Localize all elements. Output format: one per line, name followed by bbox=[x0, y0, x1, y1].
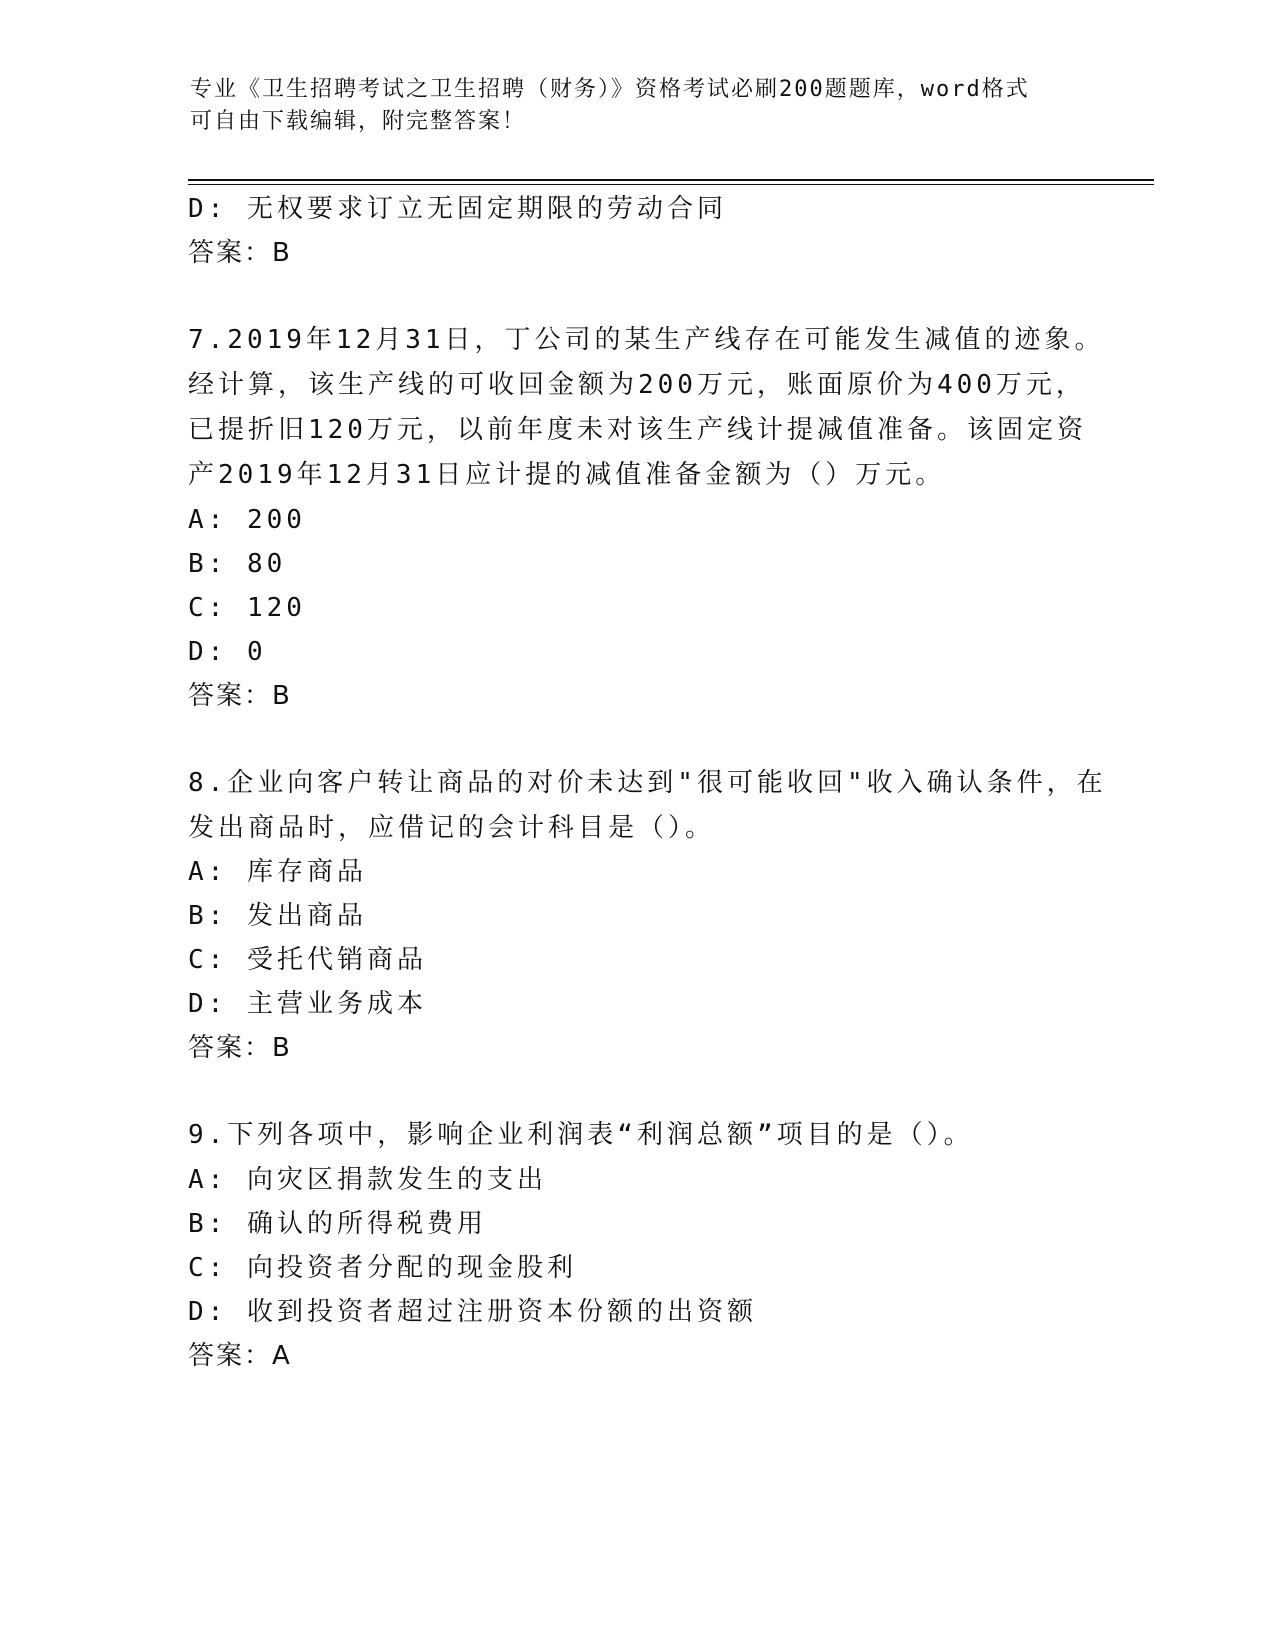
option-a: A: 200 bbox=[188, 505, 306, 535]
header-line-1: 专业《卫生招聘考试之卫生招聘（财务）》资格考试必刷200题题库，word格式 bbox=[190, 77, 1030, 102]
option-b: B: 80 bbox=[188, 549, 287, 579]
answer: 答案：B bbox=[188, 681, 292, 711]
option-d: D: 收到投资者超过注册资本份额的出资额 bbox=[188, 1297, 757, 1327]
question-text-line: 产2019年12月31日应计提的减值准备金额为（）万元。 bbox=[188, 460, 946, 490]
option-b: B: 发出商品 bbox=[188, 901, 367, 931]
prev-answer: 答案：B bbox=[188, 238, 292, 268]
answer: 答案：B bbox=[188, 1033, 292, 1063]
question-text-line: 7.2019年12月31日，丁公司的某生产线存在可能发生减值的迹象。 bbox=[188, 325, 1105, 355]
option-a: A: 库存商品 bbox=[188, 857, 367, 887]
option-a: A: 向灾区捐款发生的支出 bbox=[188, 1165, 547, 1195]
question-text-line: 已提折旧120万元，以前年度未对该生产线计提减值准备。该固定资 bbox=[188, 415, 1087, 445]
document-header bbox=[190, 74, 1070, 138]
option-d: D: 0 bbox=[188, 637, 267, 667]
question-text-line: 经计算，该生产线的可收回金额为200万元，账面原价为400万元， bbox=[188, 370, 1086, 400]
option-b: B: 确认的所得税费用 bbox=[188, 1209, 487, 1239]
header-divider-thin bbox=[188, 184, 1154, 185]
question-text-line: 发出商品时，应借记的会计科目是（）。 bbox=[188, 813, 716, 843]
option-c: C: 120 bbox=[188, 593, 306, 623]
question-text-line: 8.企业向客户转让商品的对价未达到"很可能收回"收入确认条件，在 bbox=[188, 768, 1107, 798]
answer: 答案：A bbox=[188, 1341, 292, 1371]
question-text-line: 9.下列各项中，影响企业利润表“利润总额”项目的是（）。 bbox=[188, 1120, 974, 1150]
header-divider bbox=[188, 179, 1154, 181]
option-d: D: 主营业务成本 bbox=[188, 989, 427, 1019]
header-line-2: 可自由下载编辑，附完整答案！ bbox=[190, 109, 527, 134]
option-c: C: 向投资者分配的现金股利 bbox=[188, 1253, 577, 1283]
prev-option-d: D: 无权要求订立无固定期限的劳动合同 bbox=[188, 194, 727, 224]
option-c: C: 受托代销商品 bbox=[188, 945, 427, 975]
